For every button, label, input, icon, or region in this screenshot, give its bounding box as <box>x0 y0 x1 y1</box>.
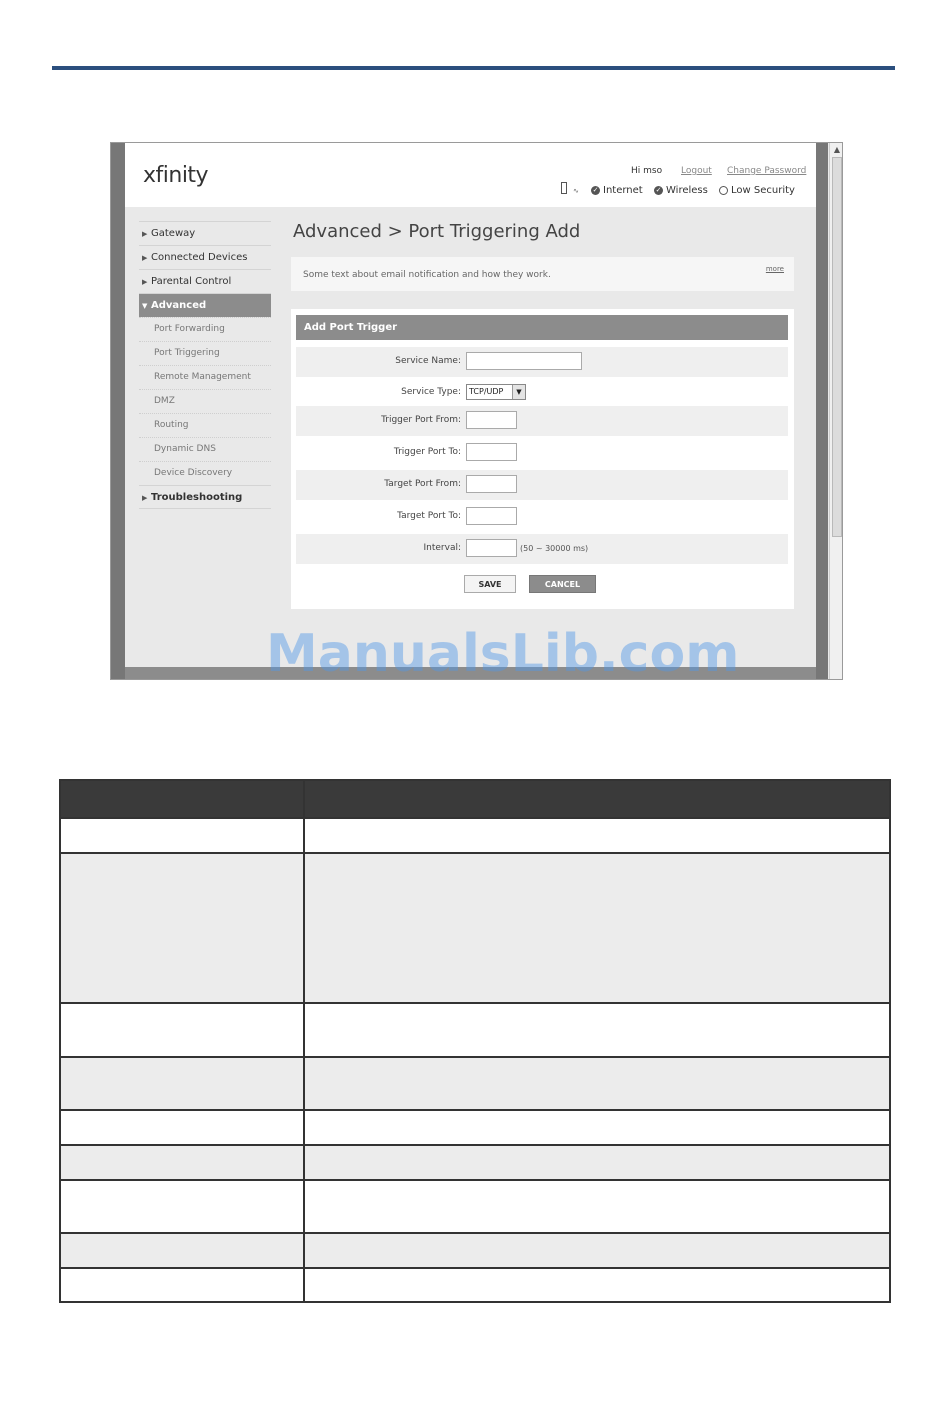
table-cell <box>60 818 304 853</box>
table-cell <box>304 1145 890 1180</box>
form-title: Add Port Trigger <box>296 315 788 340</box>
target-port-to-label: Target Port To: <box>397 511 461 521</box>
status-security <box>719 185 795 196</box>
sidebar-item-gateway[interactable]: ▶ Gateway <box>139 221 271 245</box>
interval-row <box>296 534 788 564</box>
service-name-input[interactable] <box>466 352 582 370</box>
status-wireless <box>654 185 708 196</box>
target-port-to-row <box>296 502 788 532</box>
table-header-row <box>60 780 890 818</box>
chevron-right-icon: ▶ <box>142 254 148 262</box>
shield-icon <box>719 186 728 195</box>
notification-box <box>291 257 794 291</box>
trigger-port-from-input[interactable] <box>466 411 517 429</box>
table-cell <box>304 818 890 853</box>
table-cell <box>304 1180 890 1233</box>
table-row <box>60 1110 890 1145</box>
table-cell <box>60 1180 304 1233</box>
sidebar-item-parental-control[interactable]: ▶ Parental Control <box>139 269 271 293</box>
top-rule <box>52 66 895 70</box>
sidebar <box>139 221 271 509</box>
scroll-thumb[interactable] <box>832 157 842 537</box>
chevron-right-icon: ▶ <box>142 278 148 286</box>
table-header-cell <box>304 780 890 818</box>
status-security-label: Low Security <box>731 185 795 196</box>
check-icon: ✓ <box>592 186 599 194</box>
page-title: Advanced > Port Triggering Add <box>293 221 581 242</box>
service-type-value: TCP/UDP <box>469 387 504 396</box>
trigger-port-to-row <box>296 438 788 468</box>
sidebar-item-connected-devices[interactable]: ▶ Connected Devices <box>139 245 271 269</box>
right-border <box>816 143 828 679</box>
interval-hint: (50 ~ 30000 ms) <box>520 544 589 553</box>
service-type-label: Service Type: <box>401 387 461 397</box>
table-cell <box>304 1268 890 1302</box>
chevron-down-icon: ▼ <box>142 302 148 310</box>
add-port-trigger-form <box>291 309 794 609</box>
trigger-port-from-row <box>296 406 788 436</box>
table-row <box>60 1233 890 1268</box>
logo: xfinity <box>143 163 209 188</box>
sidebar-subitem-device-discovery[interactable]: Device Discovery <box>139 461 271 485</box>
table-header-cell <box>60 780 304 818</box>
table-cell <box>60 1145 304 1180</box>
watermark: ManualsLib.com <box>266 624 740 684</box>
table-row <box>60 818 890 853</box>
more-link[interactable]: more <box>765 265 784 273</box>
table-row <box>60 1180 890 1233</box>
table-row <box>60 1145 890 1180</box>
table-cell <box>60 1057 304 1110</box>
service-name-label: Service Name: <box>395 356 461 366</box>
scroll-up-icon[interactable]: ▲ <box>833 145 841 154</box>
battery-plug-icon: ∿ <box>573 187 579 195</box>
status-internet-label: Internet <box>603 185 643 196</box>
service-name-row <box>296 347 788 377</box>
table-cell <box>304 853 890 1003</box>
table-row <box>60 1268 890 1302</box>
target-port-to-input[interactable] <box>466 507 517 525</box>
sidebar-subitem-port-forwarding[interactable]: Port Forwarding <box>139 317 271 341</box>
sidebar-subitem-dynamic-dns[interactable]: Dynamic DNS <box>139 437 271 461</box>
parameter-table <box>59 779 891 1303</box>
save-button[interactable]: SAVE <box>464 575 516 593</box>
table-cell <box>60 1003 304 1057</box>
table-cell <box>60 1110 304 1145</box>
notification-text: Some text about email notification and how they work. <box>303 270 551 280</box>
sidebar-subitem-port-triggering[interactable]: Port Triggering <box>139 341 271 365</box>
logout-link[interactable]: Logout <box>681 166 712 176</box>
chevron-right-icon: ▶ <box>142 494 148 502</box>
greeting: Hi mso <box>631 166 663 176</box>
battery-icon <box>561 182 567 194</box>
table-cell <box>304 1057 890 1110</box>
chevron-down-icon: ▼ <box>512 385 525 399</box>
table-cell <box>60 1233 304 1268</box>
target-port-from-row <box>296 470 788 500</box>
table-cell <box>60 1268 304 1302</box>
target-port-from-input[interactable] <box>466 475 517 493</box>
trigger-port-to-input[interactable] <box>466 443 517 461</box>
table-row <box>60 1057 890 1110</box>
sidebar-subitem-routing[interactable]: Routing <box>139 413 271 437</box>
table-cell <box>60 853 304 1003</box>
sidebar-subitem-remote-management[interactable]: Remote Management <box>139 365 271 389</box>
cancel-button[interactable]: CANCEL <box>529 575 596 593</box>
chevron-right-icon: ▶ <box>142 230 148 238</box>
table-row <box>60 1003 890 1057</box>
service-type-select[interactable] <box>466 384 526 400</box>
target-port-from-label: Target Port From: <box>384 479 461 489</box>
vertical-scrollbar[interactable] <box>829 143 843 679</box>
left-border <box>111 143 125 679</box>
sidebar-subitem-dmz[interactable]: DMZ <box>139 389 271 413</box>
status-wireless-label: Wireless <box>666 185 708 196</box>
table-cell <box>304 1233 890 1268</box>
header <box>125 143 816 207</box>
table-row <box>60 853 890 1003</box>
interval-label: Interval: <box>423 543 461 553</box>
status-internet <box>591 185 643 196</box>
screenshot-frame <box>110 142 843 680</box>
service-type-row <box>296 378 788 408</box>
table-cell <box>304 1003 890 1057</box>
sidebar-item-troubleshooting[interactable]: ▶ Troubleshooting <box>139 485 271 509</box>
sidebar-item-advanced[interactable]: ▼ Advanced <box>139 293 271 317</box>
interval-input[interactable] <box>466 539 517 557</box>
table-cell <box>304 1110 890 1145</box>
change-password-link[interactable]: Change Password <box>727 166 807 176</box>
check-icon: ✓ <box>655 186 662 194</box>
trigger-port-from-label: Trigger Port From: <box>381 415 461 425</box>
trigger-port-to-label: Trigger Port To: <box>393 447 461 457</box>
